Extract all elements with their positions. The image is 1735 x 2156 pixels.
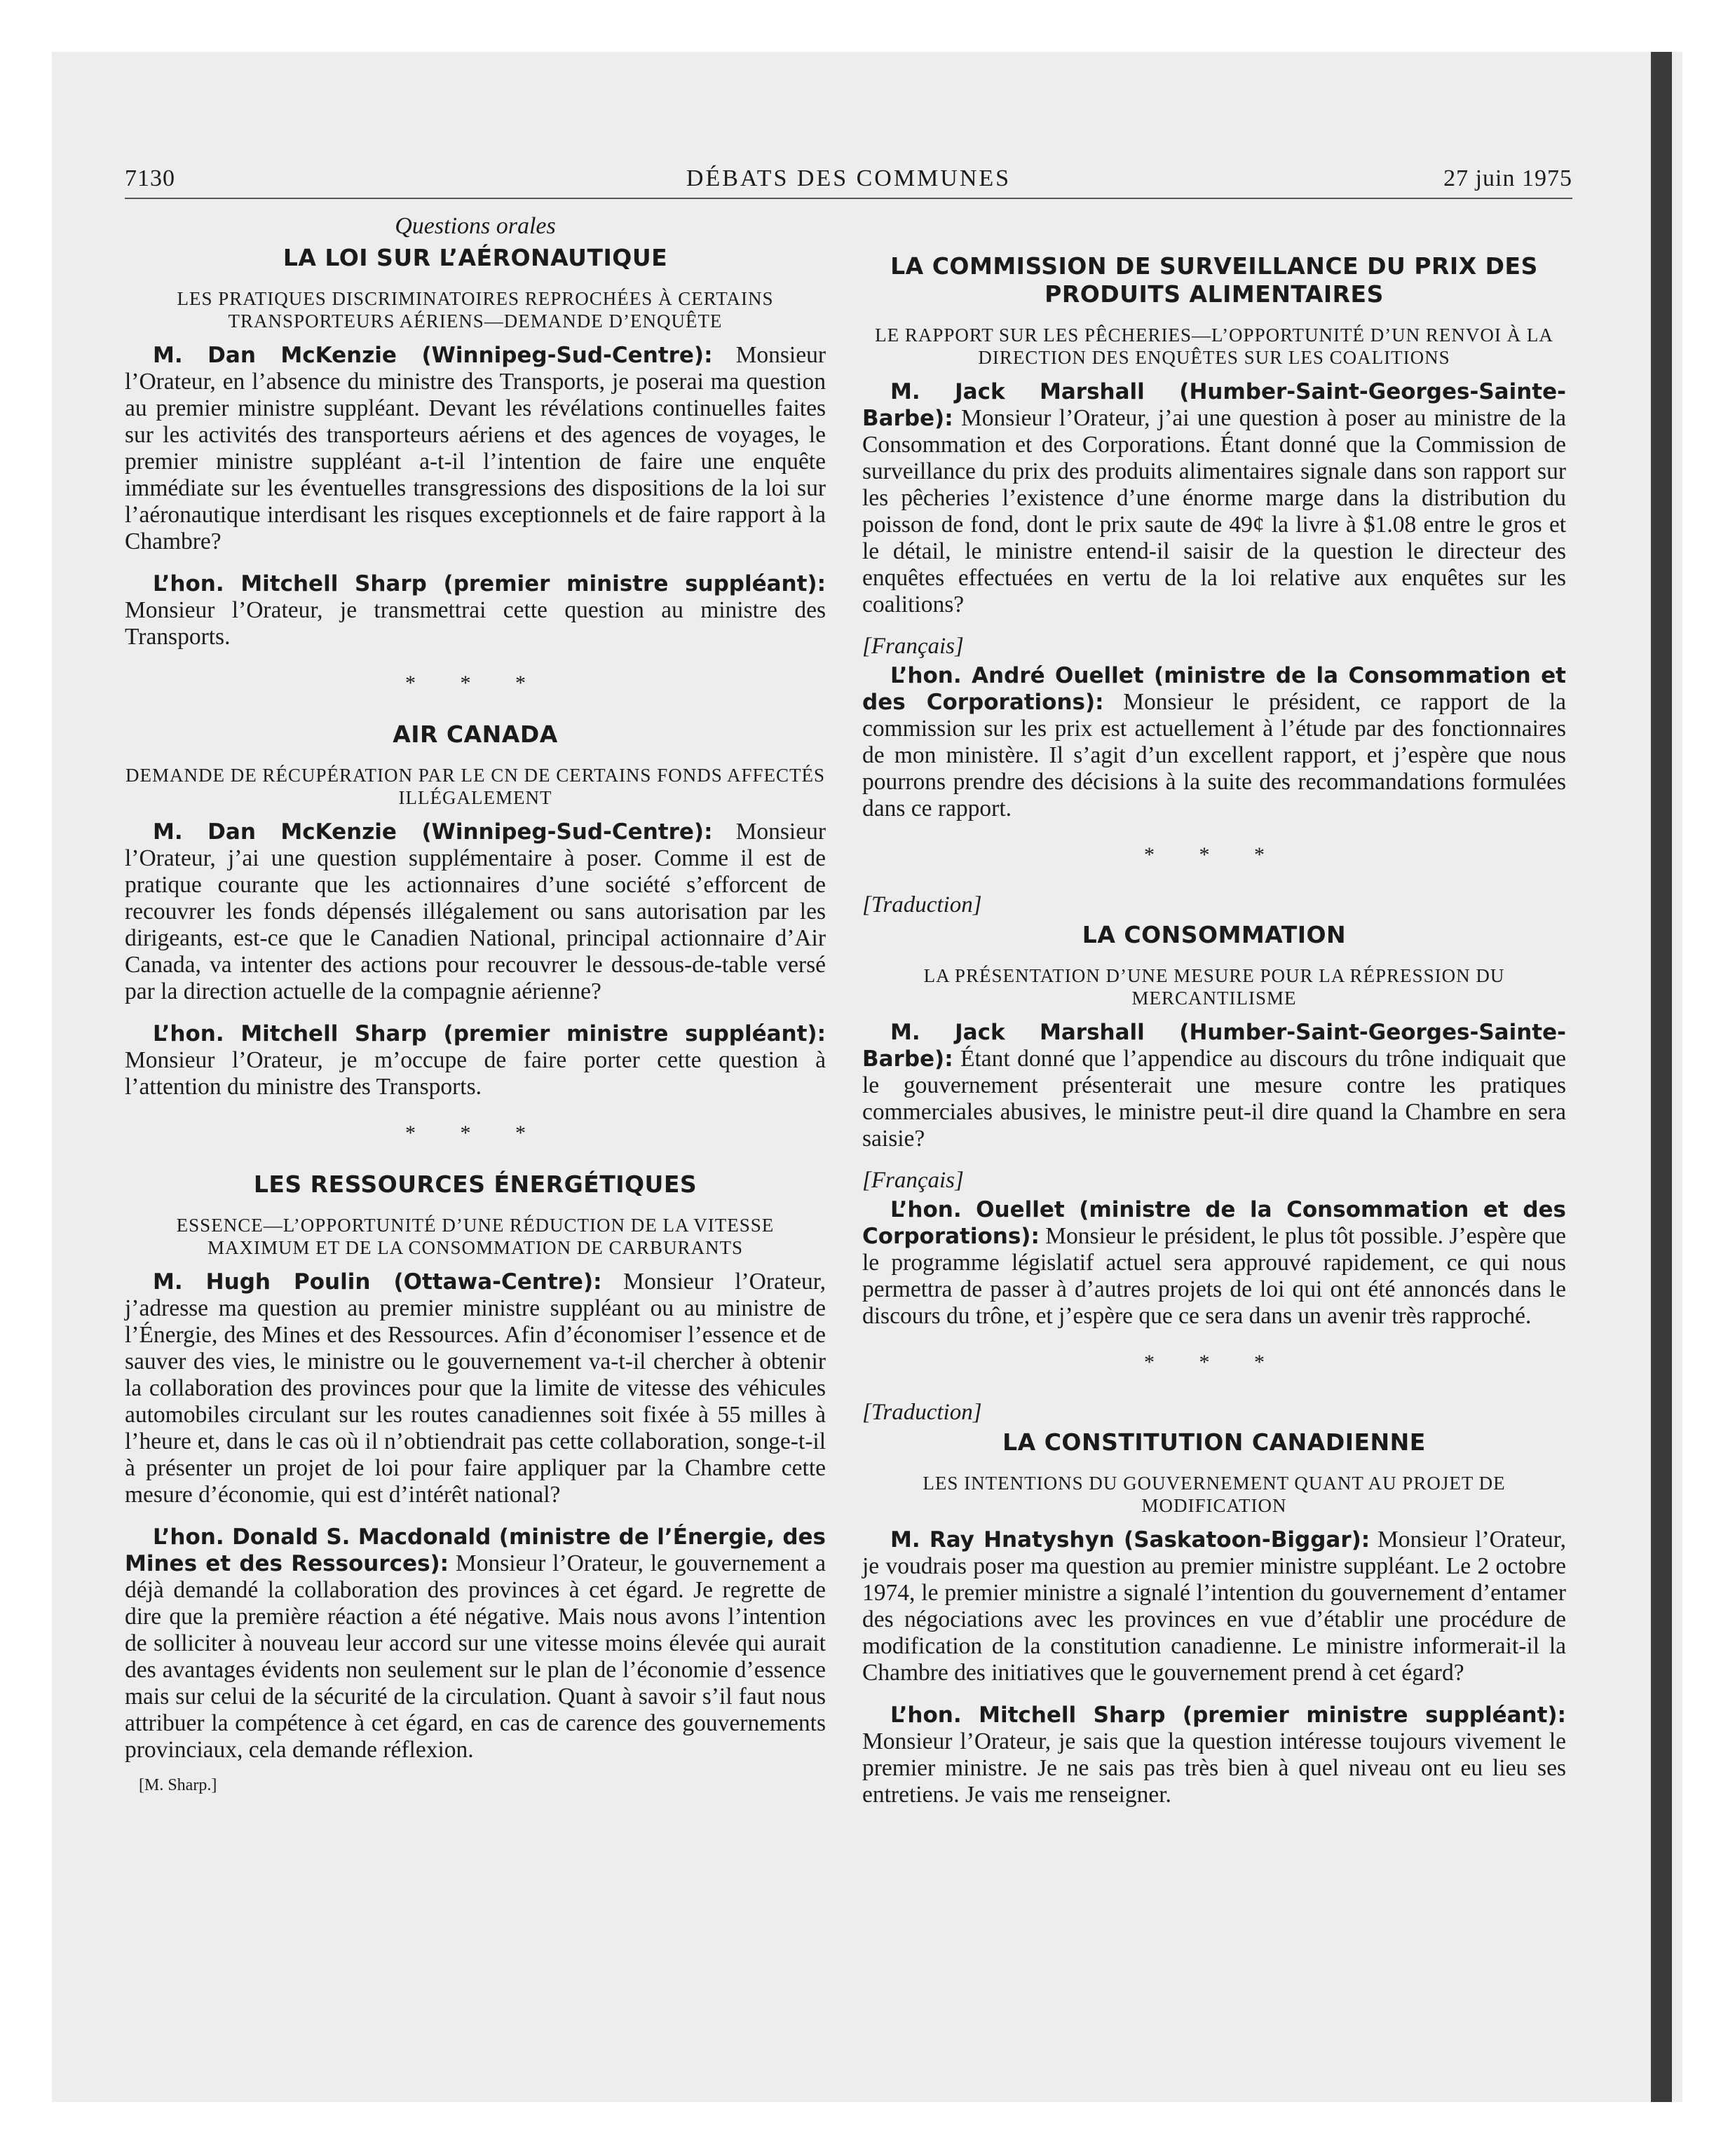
section-subheading: LES INTENTIONS DU GOUVERNEMENT QUANT AU PROJET DE MODIFICATION [923, 1473, 1506, 1516]
section-separator: * * * [1144, 1351, 1284, 1374]
paragraph [125, 342, 826, 555]
page-header [125, 165, 1572, 199]
language-marker: [Français] [862, 634, 964, 659]
paragraph [862, 1702, 1566, 1808]
section-subheading: DEMANDE DE RÉCUPÉRATION PAR LE CN DE CERTAINS FONDS AFFECTÉS ILLÉGALEMENT [125, 765, 826, 808]
language-marker: [Français] [862, 1168, 964, 1193]
paragraph-text: Monsieur l’Orateur, le gouvernement a déjà demandé la collaboration des provinces à cet égard. Je regrette de dire que la première réaction a été négative. Mais nous avons l’intention de solliciter à nouveau leur accord sur une vitesse moins élevée qui aurait des avantages évidents non seulement sur le plan de l’économie d’essence mais sur celui de la sécurité de la circulation. Quant à savoir s’il faut nous attribuer la compétence à cet égard, en cas de carence des gouvernements provinciaux, cela demande réflexion. [125, 1550, 826, 1763]
paragraph-text: Monsieur l’Orateur, j’ai une question supplémentaire à poser. Comme il est de pratique courante que les actionnaires d’une société s’efforcent de recouvrer les fonds dépensés illégalement ou sans autorisation par les dirigeants, est-ce que le Canadien National, principal actionnaire d’Air Canada, va intenter des actions pour recouvrer le dessous-de-table versé par la direction actuelle de la compagnie aérienne? [125, 819, 826, 1004]
paragraph [125, 1021, 826, 1100]
paragraph-text: Étant donné que l’appendice au discours du trône indiquait que le gouvernement présenterait une mesure contre les pratiques commerciales abusives, le ministre peut-il dire quand la Chambre en sera saisie? [862, 1046, 1566, 1152]
section-heading: AIR CANADA [393, 721, 558, 748]
section-subheading: LA PRÉSENTATION D’UNE MESURE POUR LA RÉPRESSION DU MERCANTILISME [923, 965, 1505, 1009]
section-subheading: ESSENCE—L’OPPORTUNITÉ D’UNE RÉDUCTION DE LA VITESSE MAXIMUM ET DE LA CONSOMMATION DE CARBURANTS [176, 1215, 775, 1258]
section-separator: * * * [405, 1121, 545, 1145]
paragraph-text: Monsieur l’Orateur, je m’occupe de faire porter cette question à l’attention du ministre des Transports. [125, 1047, 826, 1100]
section-heading: LA CONSOMMATION [1082, 921, 1347, 948]
language-marker: [Traduction] [862, 892, 982, 917]
paragraph [862, 662, 1566, 822]
section-separator: * * * [405, 671, 545, 695]
speaker-name: M. Hugh Poulin (Ottawa-Centre): [153, 1269, 602, 1295]
paragraph-text: Monsieur le président, ce rapport de la commission sur les prix est actuellement à l’étude par des fonctionnaires de mon ministère. Il s’agit d’un excellent rapport, et j’espère que nous pourrons prendre des décisions à la suite des recommandations formulées dans ce rapport. [862, 689, 1566, 821]
scan-edge-shadow [1651, 52, 1672, 2102]
page-number: 7130 [125, 165, 175, 191]
section-heading: LES RESSOURCES ÉNERGÉTIQUES [253, 1171, 698, 1198]
speaker-name: L’hon. Ouellet (ministre de la Consommation et des Corporations): [862, 1197, 1566, 1249]
section-subheading: LE RAPPORT SUR LES PÊCHERIES—L’OPPORTUNITÉ D’UN RENVOI À LA DIRECTION DES ENQUÊTES SUR LES COALITIONS [875, 325, 1553, 368]
speaker-name: M. Dan McKenzie (Winnipeg-Sud-Centre): [153, 819, 713, 845]
paragraph-text: Monsieur l’Orateur, je sais que la question intéresse toujours vivement le premier ministre. Je ne sais pas très bien à quel niveau ont eu lieu ses entretiens. Je vais me renseigner. [862, 1728, 1566, 1808]
paragraph-text: Monsieur l’Orateur, j’adresse ma question au premier ministre suppléant ou au ministre de l’Énergie, des Mines et des Ressources. Afin d’économiser l’essence et de sauver des vies, le ministre ou le gouvernement va-t-il chercher à obtenir la collaboration des provinces pour que la limite de vitesse des véhicules automobiles circulant sur les routes canadiennes soit fixée à 55 milles à l’heure et, dans le cas où il n’obtiendrait pas cette collaboration, songe-t-il à présenter un projet de loi pour faire appliquer par la Chambre cette mesure d’économie, qui est d’intérêt national? [125, 1269, 826, 1508]
speaker-name: M. Jack Marshall (Humber-Saint-Georges-Sainte-Barbe): [862, 379, 1566, 431]
running-head: Questions orales [395, 213, 556, 239]
language-marker: [Traduction] [862, 1400, 982, 1425]
section-separator: * * * [1144, 843, 1284, 866]
paragraph [125, 1524, 826, 1763]
speaker-name: L’hon. Mitchell Sharp (premier ministre suppléant): [153, 571, 826, 596]
issue-date: 27 juin 1975 [1443, 165, 1572, 191]
section-heading: LA COMMISSION DE SURVEILLANCE DU PRIX DES PRODUITS ALIMENTAIRES [890, 252, 1538, 308]
paragraph [125, 1269, 826, 1508]
left-column [125, 213, 826, 1795]
speaker-name: L’hon. André Ouellet (ministre de la Consommation et des Corporations): [862, 663, 1566, 715]
section-heading: LA LOI SUR L’AÉRONAUTIQUE [283, 244, 668, 271]
right-column [862, 213, 1566, 1824]
paragraph [125, 819, 826, 1005]
speaker-name: L’hon. Mitchell Sharp (premier ministre suppléant): [153, 1021, 826, 1046]
speaker-name: M. Ray Hnatyshyn (Saskatoon-Biggar): [890, 1527, 1370, 1553]
paragraph [862, 378, 1566, 618]
speaker-name: M. Jack Marshall (Humber-Saint-Georges-Sainte-Barbe): [862, 1020, 1566, 1072]
speaker-name: M. Dan McKenzie (Winnipeg-Sud-Centre): [153, 343, 713, 368]
paragraph-text: Monsieur l’Orateur, je transmettrai cette question au ministre des Transports. [125, 597, 826, 650]
speaker-footnote: [M. Sharp.] [139, 1776, 217, 1794]
paragraph-text: Monsieur l’Orateur, j’ai une question à poser au ministre de la Consommation et des Corporations. Étant donné que la Commission de surveillance du prix des produits alimentaires signale dans son rapport sur les pêcheries l’existence d’une énorme marge dans la distribution du poisson de fond, dont le prix saute de 49¢ la livre à $1.08 entre le gros et le détail, le ministre entend-il saisir de la question le directeur des enquêtes effectuées en vertu de la loi relative aux enquêtes sur les coalitions? [862, 405, 1566, 618]
paragraph [125, 571, 826, 650]
paragraph-text: Monsieur l’Orateur, je voudrais poser ma question au premier ministre suppléant. Le 2 octobre 1974, le premier ministre a signalé l’intention du gouvernement d’entamer des négociations avec les provinces en vue d’établir une procédure de modification de la constitution canadienne. Le ministre informerait-il la Chambre des initiatives que le gouvernement prend à cet égard? [862, 1527, 1567, 1686]
paragraph-text: Monsieur l’Orateur, en l’absence du ministre des Transports, je poserai ma question au premier ministre suppléant. Devant les révélations continuelles faites sur les activités des transporteurs aériens et des agences de voyages, le premier ministre suppléant a-t-il l’intention de faire une enquête immédiate sur les éventuelles transgressions des dispositions de la loi sur l’aéronautique interdisant les risques exceptionnels et de faire rapport à la Chambre? [125, 342, 826, 554]
paragraph-text: Monsieur le président, le plus tôt possible. J’espère que le programme législatif actuel sera approuvé rapidement, ce qui nous permettra de passer à d’autres projets de loi qui ont été annoncés dans le discours du trône, et j’espère que ce sera dans un avenir très rapproché. [862, 1223, 1566, 1329]
paragraph [862, 1527, 1566, 1686]
paragraph [862, 1196, 1566, 1330]
section-subheading: LES PRATIQUES DISCRIMINATOIRES REPROCHÉES À CERTAINS TRANSPORTEURS AÉRIENS—DEMANDE D’ENQUÊTE [177, 288, 774, 332]
speaker-name: L’hon. Mitchell Sharp (premier ministre suppléant): [890, 1703, 1566, 1728]
section-heading: LA CONSTITUTION CANADIENNE [1002, 1428, 1426, 1456]
speaker-name: L’hon. Donald S. Macdonald (ministre de l’Énergie, des Mines et des Ressources): [125, 1524, 826, 1576]
publication-title: DÉBATS DES COMMUNES [686, 165, 1012, 191]
paragraph [862, 1019, 1566, 1152]
